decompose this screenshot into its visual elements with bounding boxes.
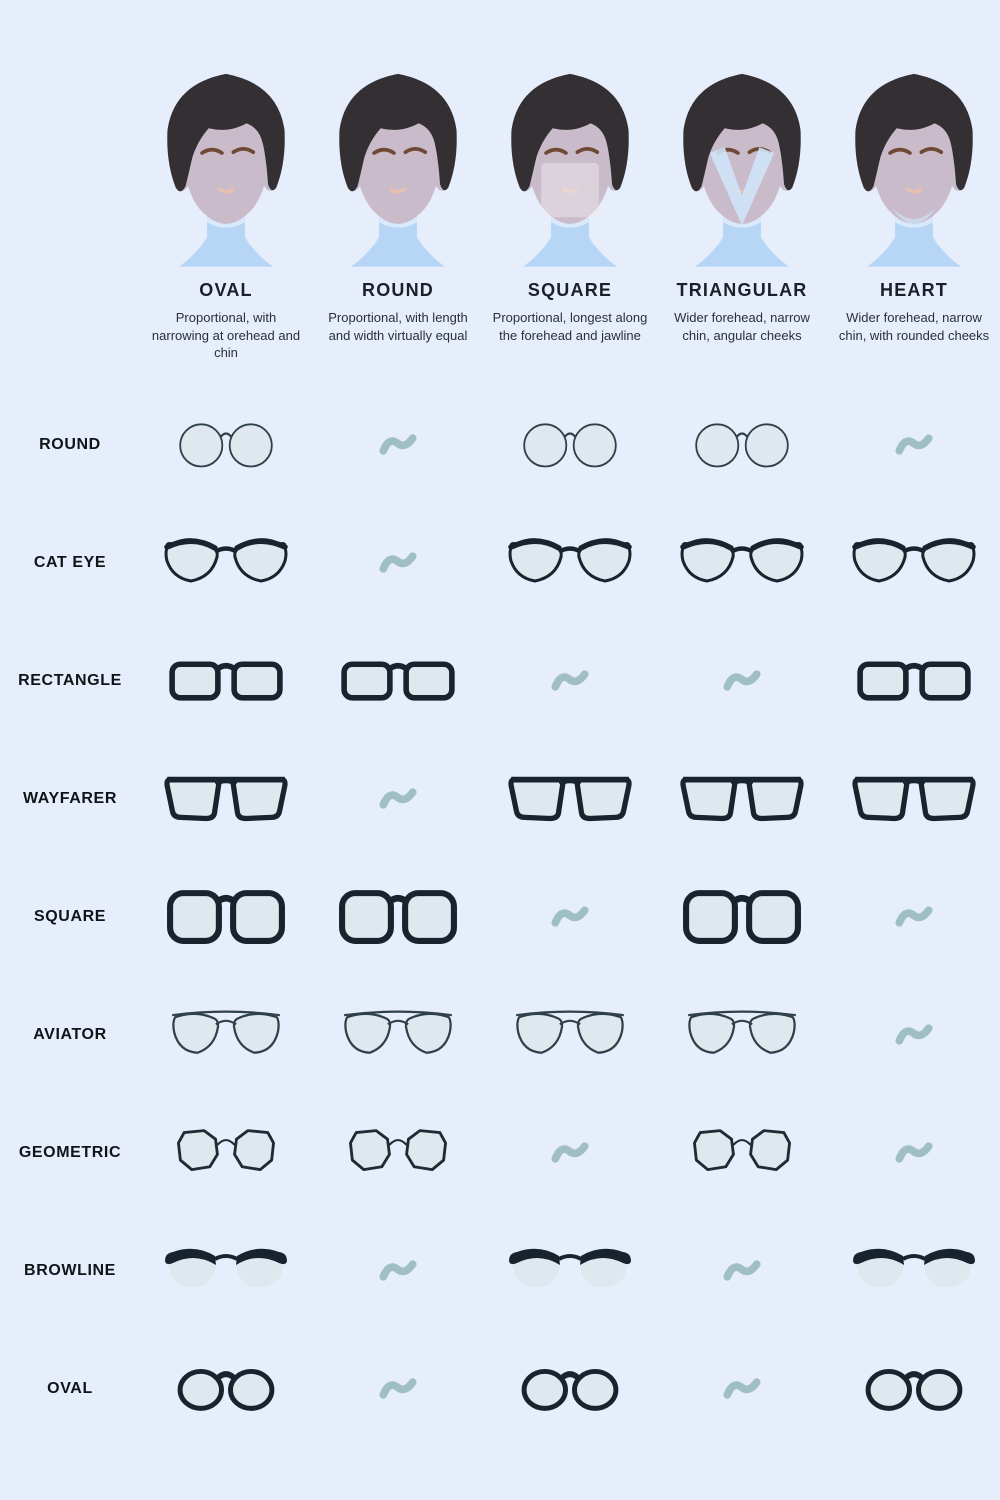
cell-wayfarer-heart: [828, 767, 1000, 830]
cell-aviator-round: [312, 1003, 484, 1066]
aviator-glasses-icon: [162, 1003, 290, 1066]
cell-geometric-oval: [140, 1123, 312, 1182]
face-shape-title: OVAL: [199, 280, 253, 300]
cell-aviator-triangular: [656, 1003, 828, 1066]
squiggle-icon: [549, 901, 591, 932]
face-column-square: [484, 64, 656, 362]
wayfarer-glasses-icon: [163, 767, 289, 830]
squiggle-icon: [549, 1137, 591, 1168]
cell-browline-oval: [140, 1241, 312, 1301]
frame-style-row-round: [0, 386, 1000, 504]
frame-style-label: ROUND: [39, 435, 101, 453]
cell-geometric-round: [312, 1123, 484, 1182]
cell-rectangle-heart: [828, 650, 1000, 711]
frame-style-label: SQUARE: [33, 907, 107, 925]
cell-cat-eye-heart: [828, 533, 1000, 593]
cell-cat-eye-square: [484, 533, 656, 593]
squiggle-icon: [377, 1373, 419, 1404]
cell-cat-eye-round: [312, 547, 484, 578]
face-shape-title: HEART: [880, 280, 948, 300]
face-shape-title: SQUARE: [527, 280, 613, 300]
cell-geometric-heart: [828, 1137, 1000, 1168]
rectangle-glasses-icon: [853, 650, 975, 711]
cell-browline-square: [484, 1241, 656, 1301]
cell-round-oval: [140, 417, 312, 472]
round-glasses-icon: [515, 417, 625, 472]
face-column-triangular: [656, 64, 828, 362]
face-column-oval: [140, 64, 312, 362]
triangular-face-illustration-icon: [668, 64, 816, 270]
frame-style-row-rectangle: [0, 622, 1000, 740]
squiggle-icon: [893, 429, 935, 460]
face-shape-description: Proportional, with length and width virtually equal: [328, 310, 468, 343]
frame-style-row-geometric: [0, 1094, 1000, 1212]
cell-square-oval: [140, 886, 312, 947]
cell-round-heart: [828, 429, 1000, 460]
cell-oval-heart: [828, 1362, 1000, 1416]
round-glasses-icon: [687, 417, 797, 472]
cell-browline-round: [312, 1255, 484, 1286]
cat-eye-glasses-icon: [163, 533, 289, 593]
frame-style-row-browline: [0, 1212, 1000, 1330]
wayfarer-glasses-icon: [851, 767, 977, 830]
cell-cat-eye-triangular: [656, 533, 828, 593]
rectangle-glasses-icon: [165, 650, 287, 711]
frame-style-row-square: [0, 858, 1000, 976]
browline-glasses-icon: [507, 1241, 633, 1301]
frame-style-row-aviator: [0, 976, 1000, 1094]
face-shape-description: Wider forehead, narrow chin, with rounded cheeks: [838, 310, 990, 343]
browline-glasses-icon: [163, 1241, 289, 1301]
squiggle-icon: [377, 547, 419, 578]
cell-rectangle-round: [312, 650, 484, 711]
cell-round-triangular: [656, 417, 828, 472]
cell-oval-oval: [140, 1362, 312, 1416]
frame-style-row-oval: [0, 1330, 1000, 1448]
rectangle-glasses-icon: [337, 650, 459, 711]
cell-square-square: [484, 901, 656, 932]
frame-style-label: OVAL: [47, 1379, 93, 1397]
face-shape-description: Proportional, with narrowing at orehead and chin: [151, 310, 301, 361]
geometric-glasses-icon: [168, 1123, 284, 1182]
cell-square-triangular: [656, 886, 828, 947]
frame-style-label: CAT EYE: [33, 553, 107, 571]
cell-aviator-oval: [140, 1003, 312, 1066]
face-shape-title: TRIANGULAR: [676, 280, 808, 300]
face-column-heart: [828, 64, 1000, 362]
browline-glasses-icon: [851, 1241, 977, 1301]
cell-browline-heart: [828, 1241, 1000, 1301]
squiggle-icon: [549, 665, 591, 696]
squiggle-icon: [721, 665, 763, 696]
aviator-glasses-icon: [334, 1003, 462, 1066]
geometric-glasses-icon: [340, 1123, 456, 1182]
cell-geometric-square: [484, 1137, 656, 1168]
frame-style-label: WAYFARER: [22, 789, 117, 807]
frame-style-label: RECTANGLE: [18, 671, 122, 689]
frame-style-label: AVIATOR: [33, 1025, 107, 1043]
cell-wayfarer-round: [312, 783, 484, 814]
round-face-illustration-icon: [324, 64, 472, 270]
aviator-glasses-icon: [678, 1003, 806, 1066]
face-shape-description: Wider forehead, narrow chin, angular cheeks: [674, 310, 810, 343]
compatibility-matrix: [0, 386, 1000, 1448]
cell-rectangle-oval: [140, 650, 312, 711]
cell-browline-triangular: [656, 1255, 828, 1286]
face-shape-title: ROUND: [362, 280, 434, 300]
face-column-round: [312, 64, 484, 362]
cell-round-square: [484, 417, 656, 472]
cell-square-round: [312, 886, 484, 947]
header-label-gutter: [0, 64, 140, 362]
oval-glasses-icon: [516, 1362, 624, 1416]
frame-style-label: BROWLINE: [24, 1261, 116, 1279]
squiggle-icon: [893, 1137, 935, 1168]
square-face-illustration-icon: [496, 64, 644, 270]
cell-oval-round: [312, 1373, 484, 1404]
frame-style-label: GEOMETRIC: [18, 1143, 122, 1161]
cell-wayfarer-oval: [140, 767, 312, 830]
geometric-glasses-icon: [684, 1123, 800, 1182]
squiggle-icon: [377, 783, 419, 814]
face-shape-description: Proportional, longest along the forehead and jawline: [492, 310, 648, 343]
aviator-glasses-icon: [506, 1003, 634, 1066]
square-glasses-icon: [165, 886, 287, 947]
squiggle-icon: [721, 1373, 763, 1404]
wayfarer-glasses-icon: [507, 767, 633, 830]
oval-face-illustration-icon: [152, 64, 300, 270]
wayfarer-glasses-icon: [679, 767, 805, 830]
cell-square-heart: [828, 901, 1000, 932]
squiggle-icon: [893, 1019, 935, 1050]
cell-geometric-triangular: [656, 1123, 828, 1182]
round-glasses-icon: [171, 417, 281, 472]
frame-style-row-wayfarer: [0, 740, 1000, 858]
cat-eye-glasses-icon: [507, 533, 633, 593]
cell-aviator-heart: [828, 1019, 1000, 1050]
cell-aviator-square: [484, 1003, 656, 1066]
cell-rectangle-triangular: [656, 665, 828, 696]
frame-style-row-cat-eye: [0, 504, 1000, 622]
cell-oval-triangular: [656, 1373, 828, 1404]
cat-eye-glasses-icon: [679, 533, 805, 593]
cell-oval-square: [484, 1362, 656, 1416]
cell-wayfarer-triangular: [656, 767, 828, 830]
cat-eye-glasses-icon: [851, 533, 977, 593]
cell-wayfarer-square: [484, 767, 656, 830]
square-glasses-icon: [337, 886, 459, 947]
oval-glasses-icon: [860, 1362, 968, 1416]
squiggle-icon: [893, 901, 935, 932]
squiggle-icon: [377, 1255, 419, 1286]
oval-glasses-icon: [172, 1362, 280, 1416]
cell-round-round: [312, 429, 484, 460]
squiggle-icon: [377, 429, 419, 460]
cell-rectangle-square: [484, 665, 656, 696]
heart-face-illustration-icon: [840, 64, 988, 270]
square-glasses-icon: [681, 886, 803, 947]
squiggle-icon: [721, 1255, 763, 1286]
face-shape-header: [0, 0, 1000, 362]
cell-cat-eye-oval: [140, 533, 312, 593]
